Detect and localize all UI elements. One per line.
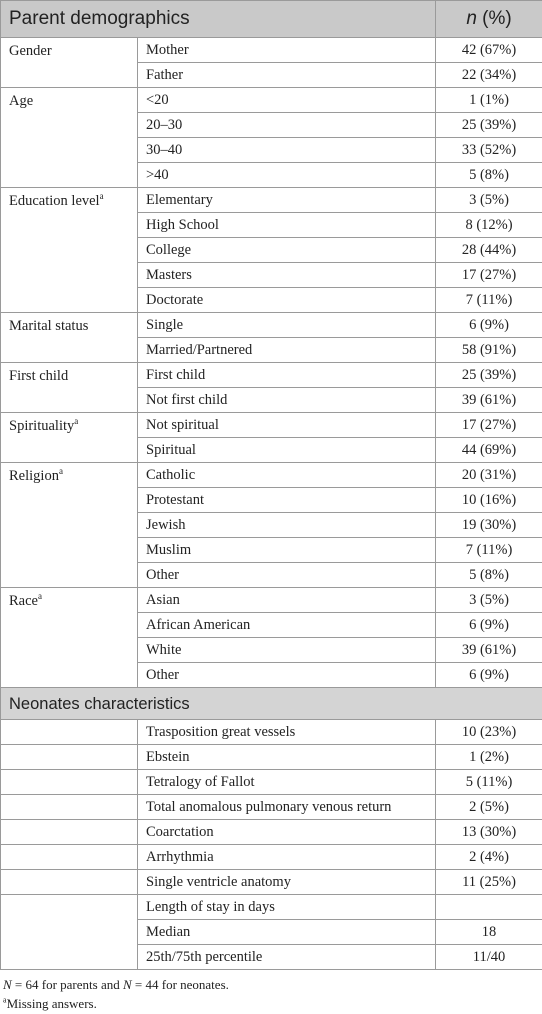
value-cell: 33 (52%): [436, 138, 542, 163]
value-cell: 39 (61%): [436, 388, 542, 413]
value-cell: 22 (34%): [436, 63, 542, 88]
table-row: [1, 895, 542, 920]
subcategory-cell: >40: [138, 163, 436, 188]
subcategory-cell: Single ventricle anatomy: [138, 870, 436, 895]
subcategory-cell: Elementary: [138, 188, 436, 213]
value-cell: 18: [436, 920, 542, 945]
value-cell: 11/40: [436, 945, 542, 970]
subcategory-cell: Arrhythmia: [138, 845, 436, 870]
category-label: Spirituality: [9, 418, 75, 434]
subcategory-cell: Asian: [138, 588, 436, 613]
value-cell: 17 (27%): [436, 413, 542, 438]
table-row: [1, 38, 542, 63]
value-cell: 5 (11%): [436, 770, 542, 795]
table-row: [1, 363, 542, 388]
table-row: [1, 745, 542, 770]
subcategory-cell: Jewish: [138, 513, 436, 538]
neonates-section-title: Neonates characteristics: [1, 688, 542, 720]
empty-cell: [1, 870, 138, 895]
empty-cell: [1, 770, 138, 795]
value-cell: 6 (9%): [436, 663, 542, 688]
value-cell: 20 (31%): [436, 463, 542, 488]
subcategory-cell: <20: [138, 88, 436, 113]
subcategory-cell: Masters: [138, 263, 436, 288]
n-percent-header: [436, 1, 542, 38]
subcategory-cell: Not first child: [138, 388, 436, 413]
value-cell: 58 (91%): [436, 338, 542, 363]
footnotes: [3, 975, 229, 1013]
table-row: [1, 795, 542, 820]
table-row: [1, 313, 542, 338]
value-cell: 7 (11%): [436, 288, 542, 313]
table-row: [1, 870, 542, 895]
value-cell: 42 (67%): [436, 38, 542, 63]
value-cell: 10 (23%): [436, 720, 542, 745]
value-cell: 5 (8%): [436, 163, 542, 188]
footnote-n-symbol: N: [3, 977, 12, 992]
empty-cell: [1, 845, 138, 870]
footnote-sup: a: [3, 995, 7, 1005]
parent-demographics-header: Parent demographics: [1, 1, 436, 38]
subcategory-cell: Coarctation: [138, 820, 436, 845]
subcategory-cell: Median: [138, 920, 436, 945]
value-cell: 3 (5%): [436, 588, 542, 613]
subcategory-cell: Doctorate: [138, 288, 436, 313]
footnote-n-symbol: N: [122, 977, 132, 992]
value-cell: 44 (69%): [436, 438, 542, 463]
footnote-parents-text: = 64 for parents and: [11, 977, 123, 992]
subcategory-cell: Single: [138, 313, 436, 338]
section-header-row: [1, 688, 542, 720]
footnote-missing: [3, 994, 229, 1013]
table-row: [1, 413, 542, 438]
category-label: Gender: [9, 43, 52, 59]
footnote-neonates-text: = 44 for neonates.: [131, 977, 229, 992]
value-cell: 2 (4%): [436, 845, 542, 870]
value-cell: 25 (39%): [436, 363, 542, 388]
value-cell: 6 (9%): [436, 313, 542, 338]
subcategory-cell: Trasposition great vessels: [138, 720, 436, 745]
subcategory-cell: Tetralogy of Fallot: [138, 770, 436, 795]
table-row: [1, 463, 542, 488]
category-cell: [1, 88, 138, 188]
value-cell: 5 (8%): [436, 563, 542, 588]
value-cell: 11 (25%): [436, 870, 542, 895]
percent-label: (%): [476, 8, 512, 29]
value-cell: 39 (61%): [436, 638, 542, 663]
subcategory-cell: High School: [138, 213, 436, 238]
subcategory-cell: 20–30: [138, 113, 436, 138]
empty-cell: [1, 895, 138, 970]
category-label: Religion: [9, 468, 59, 484]
footnote-marker: a: [37, 591, 42, 602]
footnote-marker: a: [74, 416, 79, 427]
value-cell: 6 (9%): [436, 613, 542, 638]
empty-cell: [1, 795, 138, 820]
empty-cell: [1, 720, 138, 745]
subcategory-cell: First child: [138, 363, 436, 388]
category-label: Race: [9, 593, 38, 609]
value-cell: 1 (2%): [436, 745, 542, 770]
n-symbol: n: [466, 8, 477, 29]
subcategory-cell: Father: [138, 63, 436, 88]
value-cell: 17 (27%): [436, 263, 542, 288]
table-row: [1, 588, 542, 613]
value-cell: 10 (16%): [436, 488, 542, 513]
subcategory-cell: 30–40: [138, 138, 436, 163]
category-label: Education level: [9, 193, 100, 209]
subcategory-cell: 25th/75th percentile: [138, 945, 436, 970]
category-label: Age: [9, 93, 34, 109]
category-cell: [1, 38, 138, 88]
footnote-marker: a: [58, 466, 63, 477]
value-cell: 3 (5%): [436, 188, 542, 213]
subcategory-cell: Protestant: [138, 488, 436, 513]
table-row: [1, 720, 542, 745]
subcategory-cell: Other: [138, 663, 436, 688]
empty-cell: [1, 745, 138, 770]
subcategory-cell: Married/Partnered: [138, 338, 436, 363]
subcategory-cell: White: [138, 638, 436, 663]
value-cell: 25 (39%): [436, 113, 542, 138]
footnote-sample-size: [3, 975, 229, 994]
category-cell: [1, 588, 138, 688]
subcategory-cell: African American: [138, 613, 436, 638]
table-header-row: [1, 1, 542, 38]
value-cell: 8 (12%): [436, 213, 542, 238]
subcategory-cell: Total anomalous pulmonary venous return: [138, 795, 436, 820]
subcategory-cell: Length of stay in days: [138, 895, 436, 920]
subcategory-cell: Spiritual: [138, 438, 436, 463]
category-label: Marital status: [9, 318, 89, 334]
category-cell: [1, 188, 138, 313]
value-cell: 1 (1%): [436, 88, 542, 113]
table-body: [1, 38, 542, 970]
footnote-marker: a: [99, 191, 104, 202]
table-row: [1, 88, 542, 113]
category-label: First child: [9, 368, 69, 384]
value-cell: 2 (5%): [436, 795, 542, 820]
value-cell: 19 (30%): [436, 513, 542, 538]
value-cell: [436, 895, 542, 920]
category-cell: [1, 413, 138, 463]
subcategory-cell: Catholic: [138, 463, 436, 488]
table-row: [1, 845, 542, 870]
category-cell: [1, 363, 138, 413]
table-row: [1, 820, 542, 845]
table-row: [1, 188, 542, 213]
subcategory-cell: Mother: [138, 38, 436, 63]
empty-cell: [1, 820, 138, 845]
table-row: [1, 770, 542, 795]
subcategory-cell: Ebstein: [138, 745, 436, 770]
subcategory-cell: Other: [138, 563, 436, 588]
value-cell: 28 (44%): [436, 238, 542, 263]
subcategory-cell: Muslim: [138, 538, 436, 563]
footnote-missing-text: Missing answers.: [6, 996, 97, 1011]
value-cell: 13 (30%): [436, 820, 542, 845]
subcategory-cell: College: [138, 238, 436, 263]
value-cell: 7 (11%): [436, 538, 542, 563]
category-cell: [1, 313, 138, 363]
subcategory-cell: Not spiritual: [138, 413, 436, 438]
category-cell: [1, 463, 138, 588]
